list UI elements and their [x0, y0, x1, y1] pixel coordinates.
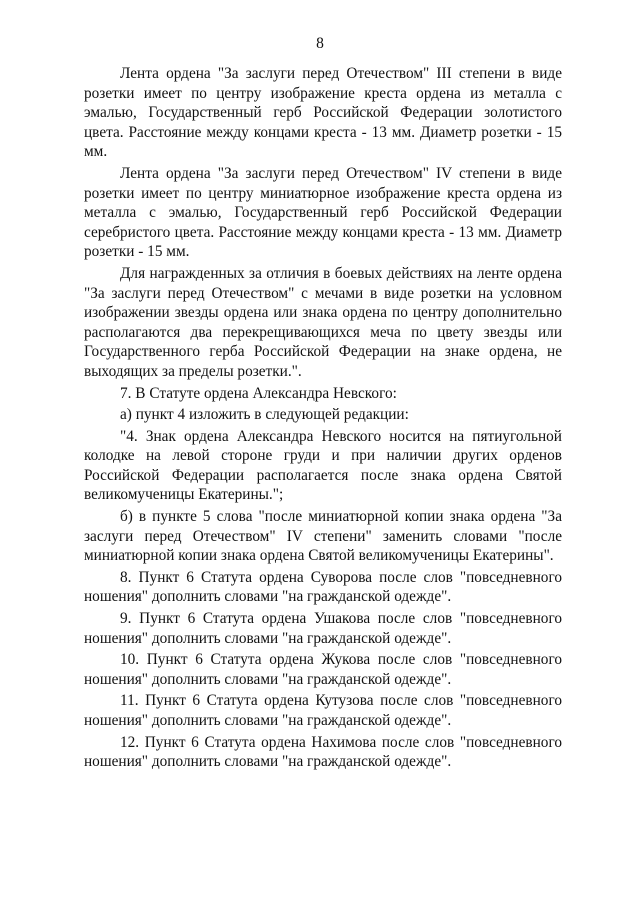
paragraph-item-7a: а) пункт 4 изложить в следующей редакции: [120, 406, 409, 424]
paragraph-swords-distinction: Для награжденных за отличия в боевых действиях на ленте ордена "За заслуги перед Отечеством" с мечами в виде розетки на условном изображении звезды ордена или знака ордена по центру дополнительно располагаются два перекрещивающихся меча по цвету звезды или Государственного герба Российской Федерации на знаке ордена, не выходящих за пределы розетки.". [84, 264, 562, 380]
paragraph-item-9: 9. Пункт 6 Статута ордена Ушакова после слов "повседневного ношения" дополнить словами "на гражданской одежде". [84, 610, 562, 647]
paragraph-item-7: 7. В Статуте ордена Александра Невского: [120, 384, 397, 402]
paragraph-item-7a-text: "4. Знак ордена Александра Невского носится на пятиугольной колодке на левой стороне груди и при наличии других орденов Российской Федерации располагается после знака ордена Святой великомученицы Екатерины."; [84, 427, 562, 504]
document-body [84, 64, 562, 774]
paragraph-item-12: 12. Пункт 6 Статута ордена Нахимова после слов "повседневного ношения" дополнить словами "на гражданской одежде". [84, 733, 562, 771]
page-number: 8 [316, 35, 324, 52]
paragraph-ribbon-4th-degree: Лента ордена "За заслуги перед Отечеством" IV степени в виде розетки имеет по центру миниатюрное изображение креста ордена из металла с эмалью, Государственный герб Российской Федерации серебристого цвета. Расстояние между концами креста - 13 мм. Диаметр розетки - 15 мм. [84, 164, 562, 261]
paragraph-item-8: 8. Пункт 6 Статута ордена Суворова после слов "повседневного ношения" дополнить словами "на гражданской одежде". [84, 568, 562, 606]
paragraph-item-7b: б) в пункте 5 слова "после миниатюрной копии знака ордена "За заслуги перед Отечеством" IV степени" заменить словами "после миниатюрной копии знака ордена Святой великомученицы Екатерины". [84, 508, 562, 565]
paragraph-item-10: 10. Пункт 6 Статута ордена Жукова после слов "повседневного ношения" дополнить словами "на гражданской одежде". [84, 651, 562, 688]
paragraph-item-11: 11. Пункт 6 Статута ордена Кутузова после слов "повседневного ношения" дополнить словами "на гражданской одежде". [84, 692, 562, 729]
paragraph-ribbon-3rd-degree: Лента ордена "За заслуги перед Отечеством" III степени в виде розетки имеет по центру изображение креста ордена из металла с эмалью, Государственный герб Российской Федерации золотистого цвета. Расстояние между концами креста - 13 мм. Диаметр розетки - 15 мм. [84, 65, 562, 161]
